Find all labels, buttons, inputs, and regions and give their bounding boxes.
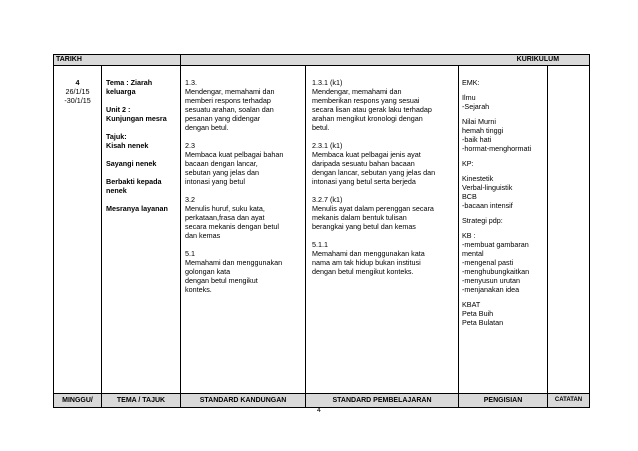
- peng-block: [462, 93, 545, 111]
- peng-line: Strategi pdp:: [462, 216, 503, 225]
- unit-line: Unit 2 :: [106, 105, 131, 114]
- sk-block: [185, 141, 302, 186]
- subtopic-block: [106, 159, 178, 168]
- subtopic-line: Sayangi nenek: [106, 159, 157, 168]
- sp-line: 5.1.1: [312, 240, 329, 249]
- tajuk-block: [106, 132, 178, 150]
- peng-line: -mengenal pasti: [462, 258, 514, 267]
- subtopic-line: nenek: [106, 186, 127, 195]
- peng-line: -Sejarah: [462, 102, 490, 111]
- sp-line: nama am tak hidup bukan institusi: [312, 258, 421, 267]
- subtopic-block: [106, 177, 178, 195]
- sp-line: intonasi yang betul serta berjeda: [312, 177, 416, 186]
- peng-line: -baik hati: [462, 135, 492, 144]
- tajuk-line: Tajuk:: [106, 132, 127, 141]
- sp-line: arahan mengikut kronologi dengan: [312, 114, 423, 123]
- footer-pengisian: PENGISIAN: [459, 394, 548, 408]
- sp-line: Membaca kuat pelbagai jenis ayat: [312, 150, 421, 159]
- sk-line: memberi respons terhadap: [185, 96, 271, 105]
- peng-line: Kinestetik: [462, 174, 494, 183]
- peng-line: KP:: [462, 159, 474, 168]
- sk-line: 1.3.: [185, 78, 198, 87]
- peng-line: Peta Bulatan: [462, 318, 504, 327]
- header-tarikh: TARIKH: [54, 55, 181, 66]
- peng-line: KB :: [462, 231, 476, 240]
- peng-line: hemah tinggi: [462, 126, 504, 135]
- pengisian-cell: [459, 66, 548, 394]
- page-number: 4: [317, 407, 321, 414]
- peng-line: Ilmu: [462, 93, 476, 102]
- sk-line: dengan betul.: [185, 123, 229, 132]
- sp-line: 3.2.7 (k1): [312, 195, 343, 204]
- sk-line: intonasi yang betul: [185, 177, 245, 186]
- footer-minggu: MINGGU/: [54, 394, 102, 408]
- peng-line: mental: [462, 249, 484, 258]
- subtopic-line: Mesranya layanan: [106, 204, 168, 213]
- footer-catatan: CATATAN: [548, 394, 590, 408]
- sk-line: 2.3: [185, 141, 196, 150]
- tema-line: keluarga: [106, 87, 136, 96]
- peng-block: [462, 78, 545, 87]
- sp-line: daripada sesuatu bahan bacaan: [312, 159, 415, 168]
- sp-block: [312, 78, 455, 132]
- peng-line: BCB: [462, 192, 477, 201]
- sp-block: [312, 141, 455, 186]
- unit-line: Kunjungan mesra: [106, 114, 167, 123]
- sk-block: [185, 249, 302, 294]
- sk-line: golongan kata: [185, 267, 231, 276]
- tajuk-line: Kisah nenek: [106, 141, 149, 150]
- sp-line: betul.: [312, 123, 330, 132]
- footer-standard-pembelajaran: STANDARD PEMBELAJARAN: [306, 394, 459, 408]
- sp-line: berangkai yang betul dan kemas: [312, 222, 416, 231]
- catatan-cell: [548, 66, 590, 394]
- peng-block: [462, 231, 545, 294]
- week-number: 4: [75, 78, 80, 87]
- peng-line: -menghubungkaitkan: [462, 267, 530, 276]
- peng-line: Nilai Murni: [462, 117, 496, 126]
- sp-line: mekanis dalam bentuk tulisan: [312, 213, 407, 222]
- peng-line: EMK:: [462, 78, 480, 87]
- sp-block: [312, 240, 455, 276]
- peng-block: [462, 159, 545, 168]
- tema-block: [106, 78, 178, 96]
- standard-kandungan-cell: [181, 66, 306, 394]
- date-cell: [54, 66, 102, 394]
- sk-block: [185, 195, 302, 240]
- sp-line: dengan lancar, sebutan yang jelas dan: [312, 168, 436, 177]
- peng-line: -hormat-menghormati: [462, 144, 532, 153]
- sk-line: 5.1: [185, 249, 196, 258]
- peng-block: [462, 216, 545, 225]
- peng-block: [462, 174, 545, 210]
- sk-line: bacaan dengan lancar,: [185, 159, 258, 168]
- subtopic-line: Berbakti kepada: [106, 177, 162, 186]
- peng-line: Verbal-linguistik: [462, 183, 513, 192]
- sk-block: [185, 78, 302, 132]
- sp-line: Menulis ayat dalam perenggan secara: [312, 204, 434, 213]
- sk-line: perkataan,frasa dan ayat: [185, 213, 265, 222]
- sp-line: secara lisan atau gerak laku terhadap: [312, 105, 432, 114]
- footer-row: [54, 394, 590, 408]
- header-row: [54, 55, 590, 66]
- sp-block: [312, 195, 455, 231]
- sk-line: secara mekanis dengan betul: [185, 222, 279, 231]
- sk-line: Memahami dan menggunakan: [185, 258, 283, 267]
- sk-line: dan kemas: [185, 231, 221, 240]
- sk-line: Menulis huruf, suku kata,: [185, 204, 265, 213]
- date-to: -30/1/15: [64, 96, 91, 105]
- tema-cell: [102, 66, 181, 394]
- sk-line: Mendengar, memahami dan: [185, 87, 275, 96]
- sp-line: Memahami dan menggunakan kata: [312, 249, 425, 258]
- sk-line: Membaca kuat pelbagai bahan: [185, 150, 284, 159]
- sk-line: pesanan yang didengar: [185, 114, 261, 123]
- sp-line: dengan betul mengikut konteks.: [312, 267, 414, 276]
- content-row: [54, 66, 590, 394]
- peng-block: [462, 117, 545, 153]
- sp-line: memberikan respons yang sesuai: [312, 96, 420, 105]
- lesson-plan-table: [53, 54, 590, 408]
- sp-line: Mendengar, memahami dan: [312, 87, 402, 96]
- peng-line: -menjanakan idea: [462, 285, 520, 294]
- unit-block: [106, 105, 178, 123]
- peng-line: KBAT: [462, 300, 481, 309]
- tema-line: Tema : Ziarah: [106, 78, 153, 87]
- peng-line: -membuat gambaran: [462, 240, 529, 249]
- peng-line: -bacaan intensif: [462, 201, 513, 210]
- sk-line: dengan betul mengikut: [185, 276, 258, 285]
- sk-line: sesuatu arahan, soalan dan: [185, 105, 274, 114]
- footer-tema-tajuk: TEMA / TAJUK: [102, 394, 181, 408]
- sk-line: sebutan yang jelas dan: [185, 168, 259, 177]
- peng-line: Peta Buih: [462, 309, 494, 318]
- standard-pembelajaran-cell: [306, 66, 459, 394]
- sk-line: konteks.: [185, 285, 212, 294]
- sp-line: 2.3.1 (k1): [312, 141, 343, 150]
- footer-standard-kandungan: STANDARD KANDUNGAN: [181, 394, 306, 408]
- subtopic-block: [106, 204, 178, 213]
- header-kurikulum: KURIKULUM: [181, 55, 590, 66]
- date-from: 26/1/15: [65, 87, 90, 96]
- peng-line: -menyusun urutan: [462, 276, 520, 285]
- peng-block: [462, 300, 545, 327]
- sp-line: 1.3.1 (k1): [312, 78, 343, 87]
- sk-line: 3.2: [185, 195, 196, 204]
